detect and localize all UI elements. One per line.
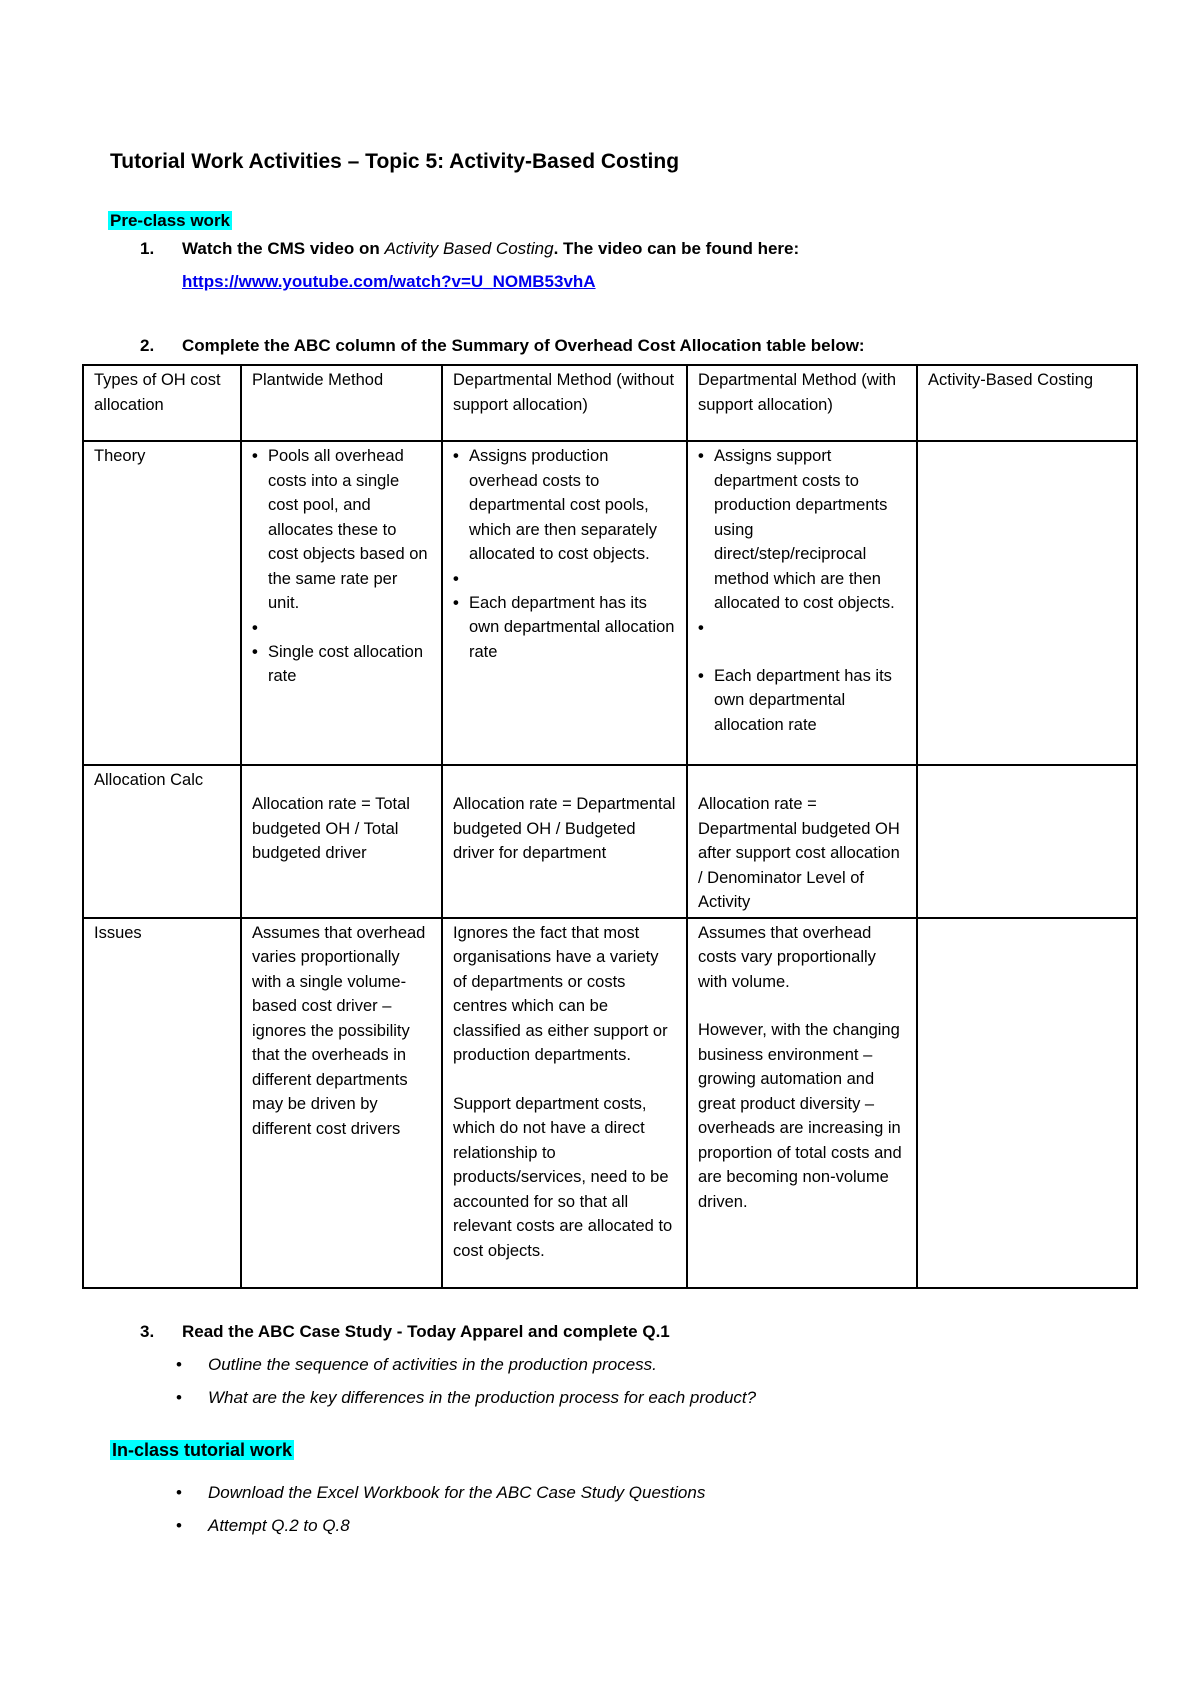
header-dept-without: Departmental Method (without support allocation) [442, 365, 687, 441]
header-types: Types of OH cost allocation [83, 365, 241, 441]
theory-dept-with [687, 441, 917, 765]
list-item: • Attempt Q.2 to Q.8 [176, 1516, 350, 1535]
row-label-issues: Issues [83, 918, 241, 1288]
issues-plantwide: Assumes that overhead varies proportionally with a single volume-based cost driver – ignores the possibility that the overheads in different departments may be driven by different cost drivers [241, 918, 442, 1288]
preclass-heading: Pre-class work [110, 211, 231, 230]
issues-abc[interactable] [917, 918, 1137, 1288]
inclass-heading: In-class tutorial work [112, 1440, 293, 1460]
overhead-allocation-table [82, 364, 1138, 1289]
allocation-dept-without: Allocation rate = Departmental budgeted OH / Budgeted driver for department [442, 765, 687, 918]
list-item: • Assigns support department costs to production departments using direct/step/reciprocal method which are then allocated to cost objects. [698, 444, 906, 616]
theory-abc[interactable] [917, 441, 1137, 765]
preclass-item-1: 1. Watch the CMS video on Activity Based Costing. The video can be found here: [140, 239, 800, 258]
row-label-allocation: Allocation Calc [83, 765, 241, 918]
theory-dept-without [442, 441, 687, 765]
table-header-row [83, 365, 1137, 441]
table-row-allocation [83, 765, 1137, 918]
document-title: Tutorial Work Activities – Topic 5: Activity-Based Costing [110, 150, 680, 173]
preclass-item-2: 2. Complete the ABC column of the Summary of Overhead Cost Allocation table below: [140, 336, 865, 355]
list-item: • Pools all overhead costs into a single cost pool, and allocates these to cost objects based on the same rate per unit. [252, 444, 431, 616]
preclass-item-3: 3. Read the ABC Case Study - Today Apparel and complete Q.1 [140, 1322, 670, 1341]
list-item: • Assigns production overhead costs to departmental cost pools, which are then separately allocated to cost objects. [453, 444, 676, 567]
row-label-theory: Theory [83, 441, 241, 765]
issues-dept-without: Ignores the fact that most organisations have a variety of departments or costs centres which can be classified as either support or production departments. Support department costs, which do not have a direct relationship to products/services, need to be accounted for so that all relevant costs are allocated to cost objects. [442, 918, 687, 1288]
header-abc: Activity-Based Costing [917, 365, 1137, 441]
theory-plantwide [241, 441, 442, 765]
header-plantwide: Plantwide Method [241, 365, 442, 441]
video-link[interactable]: https://www.youtube.com/watch?v=U_NOMB53vhA [182, 272, 596, 291]
list-item: • Download the Excel Workbook for the ABC Case Study Questions [176, 1483, 706, 1502]
header-dept-with: Departmental Method (with support allocation) [687, 365, 917, 441]
table-row-issues [83, 918, 1137, 1288]
issues-dept-with: Assumes that overhead costs vary proportionally with volume. However, with the changing business environment – growing automation and great product diversity – overheads are increasing in proportion of total costs and are becoming non-volume driven. [687, 918, 917, 1288]
allocation-plantwide: Allocation rate = Total budgeted OH / Total budgeted driver [241, 765, 442, 918]
table-row-theory [83, 441, 1137, 765]
list-item: • Outline the sequence of activities in the production process. [176, 1355, 657, 1374]
list-item: • Each department has its own departmental allocation rate [698, 664, 906, 738]
list-item: • Each department has its own departmental allocation rate [453, 591, 676, 665]
list-item: • What are the key differences in the production process for each product? [176, 1388, 757, 1407]
allocation-dept-with: Allocation rate = Departmental budgeted OH after support cost allocation / Denominator Level of Activity [687, 765, 917, 918]
allocation-abc[interactable] [917, 765, 1137, 918]
list-item: • Single cost allocation rate [252, 640, 431, 689]
